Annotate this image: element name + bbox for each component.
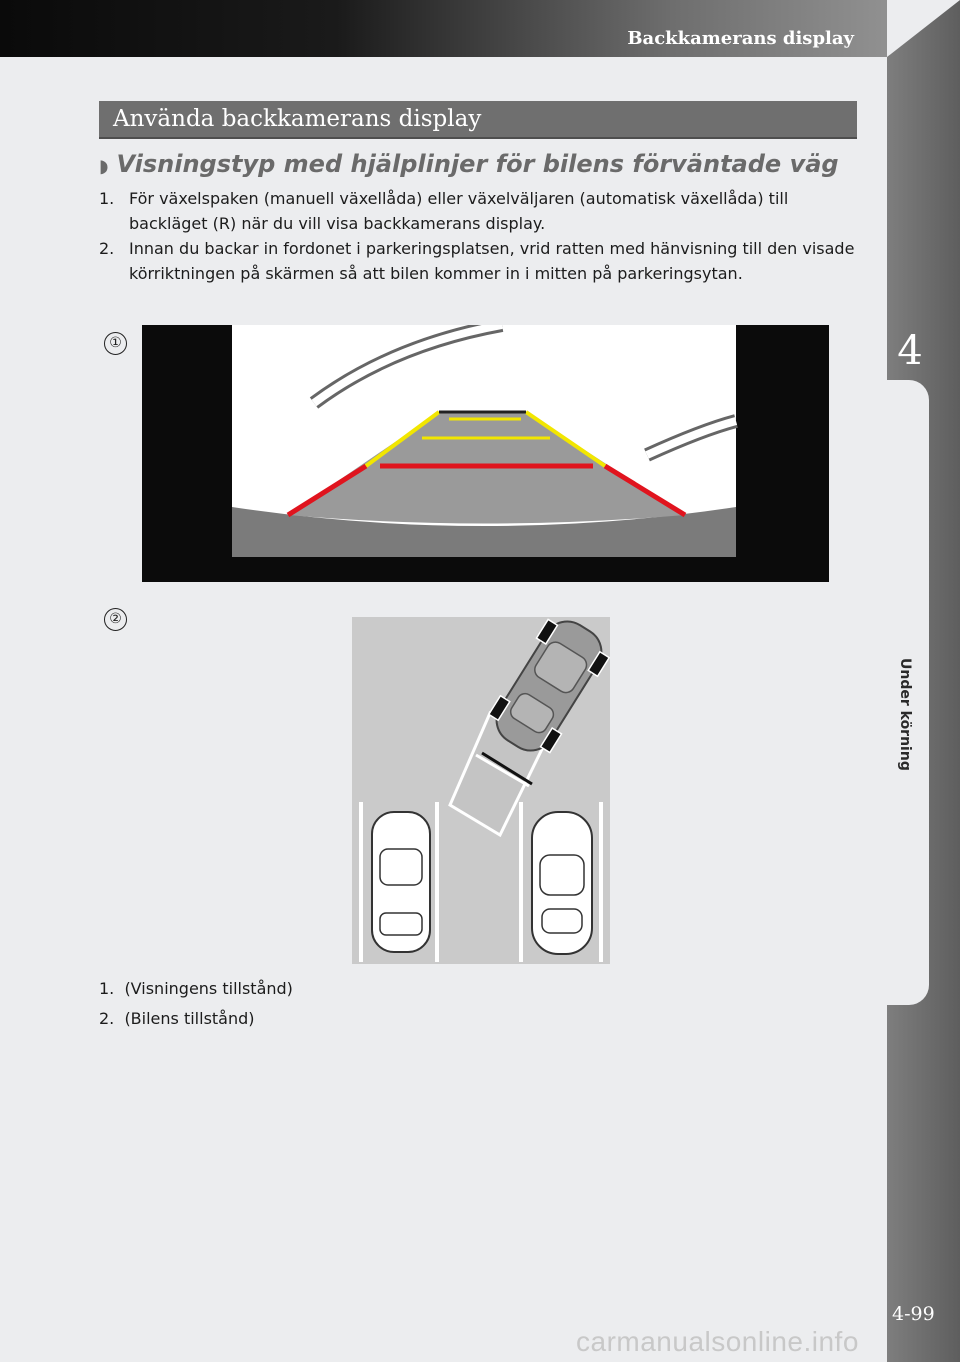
step-text: Innan du backar in fordonet i parkeringsplatsen, vrid ratten med hänvisning till den visade körriktningen på skärmen så att bilen kommer in i mitten på parkeringsytan. xyxy=(129,239,855,283)
step-number: 1. xyxy=(99,189,115,208)
subheading-text: Visningstyp med hjälplinjer för bilens förväntade väg xyxy=(116,150,839,178)
figure-marker-2: ② xyxy=(104,608,127,631)
page-number: 4-99 xyxy=(892,1303,935,1325)
step-text: För växelspaken (manuell växellåda) eller växelväljaren (automatisk växellåda) till backläget (R) när du vill visa backkamerans display. xyxy=(129,189,789,233)
step-item xyxy=(99,186,859,236)
caption-item xyxy=(99,1009,255,1028)
subheading xyxy=(99,150,839,178)
figure-marker-1: ① xyxy=(104,332,127,355)
rear-camera-display-illustration xyxy=(142,325,829,582)
caption-number: 1. xyxy=(99,979,115,998)
step-number: 2. xyxy=(99,239,115,258)
step-item xyxy=(99,236,859,286)
chapter-number: 4 xyxy=(897,328,923,374)
section-title: Använda backkamerans display xyxy=(113,106,482,132)
chapter-label: Under körning xyxy=(897,658,913,771)
caption-number: 2. xyxy=(99,1009,115,1028)
caption-text: (Visningens tillstånd) xyxy=(124,979,293,998)
caption-item xyxy=(99,979,293,998)
sidebar-notch xyxy=(887,0,960,57)
header-title: Backkamerans display xyxy=(627,28,854,49)
parking-scene-illustration xyxy=(352,617,610,964)
watermark: carmanualsonline.info xyxy=(576,1326,859,1357)
caption-text: (Bilens tillstånd) xyxy=(124,1009,255,1028)
section-header xyxy=(99,101,857,139)
half-circle-bullet-icon: ◗ xyxy=(99,156,109,177)
